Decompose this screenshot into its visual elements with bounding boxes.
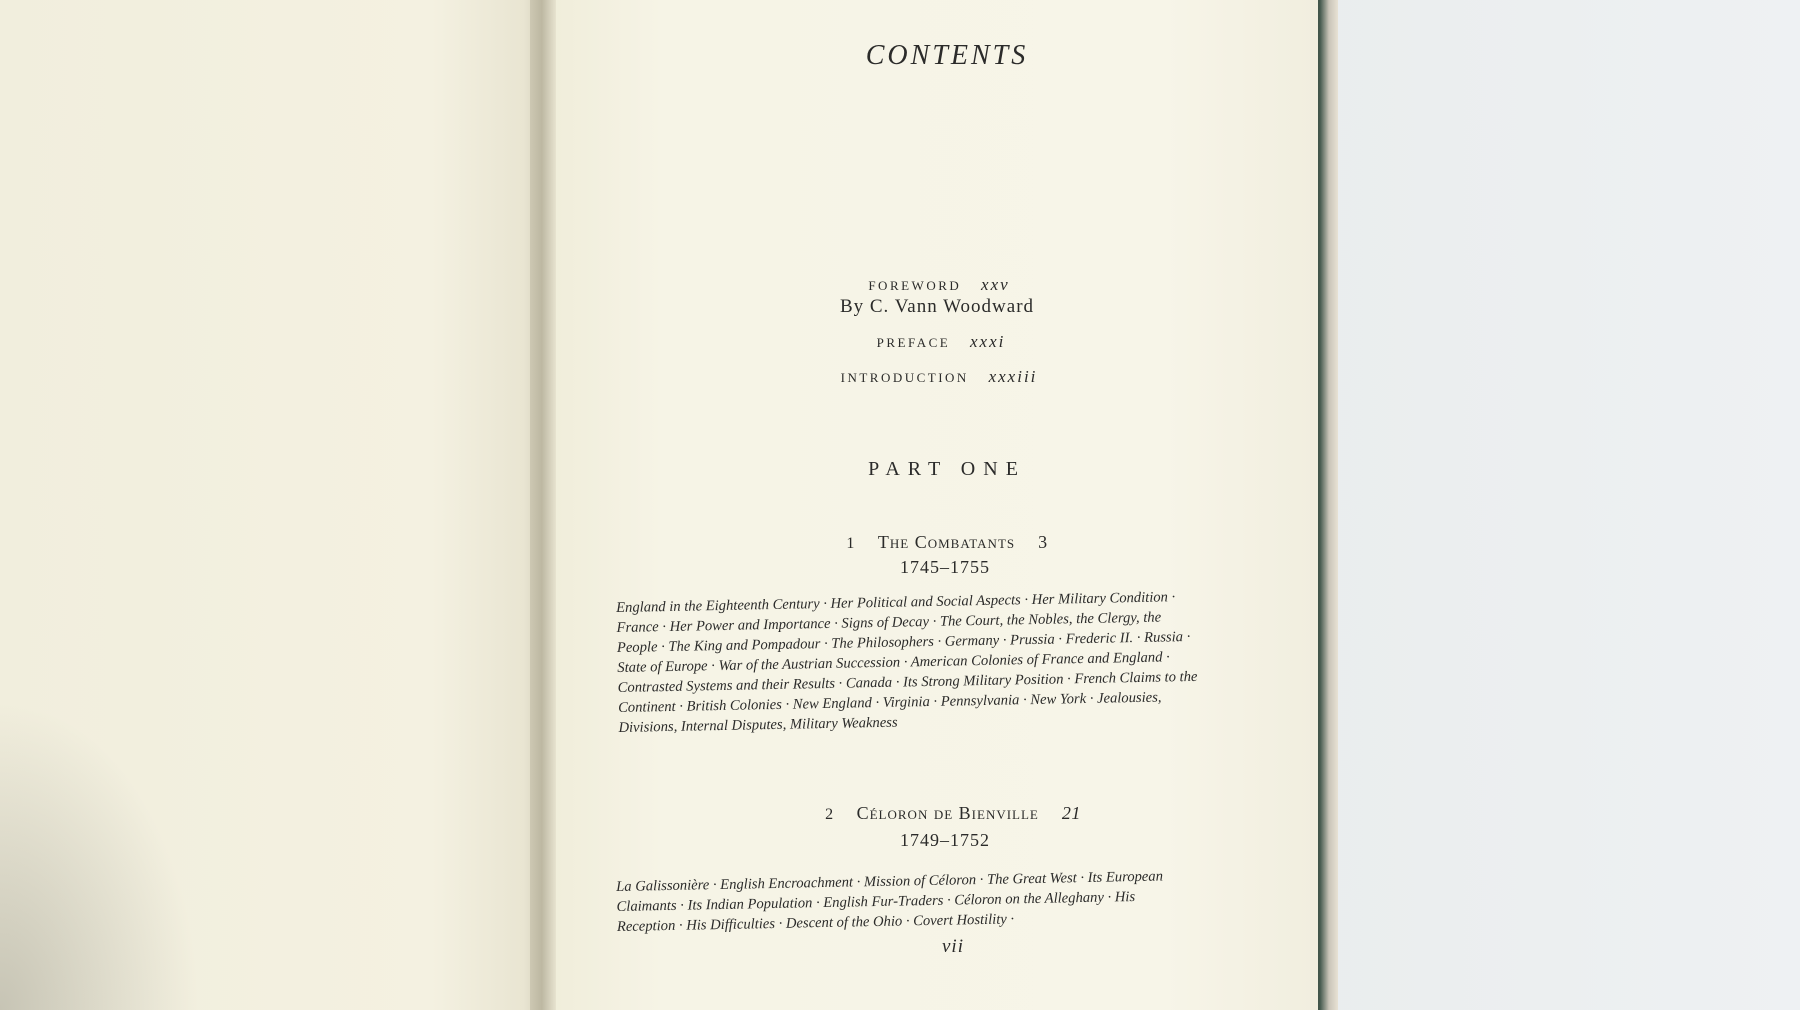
left-page-shadow — [0, 700, 200, 1010]
chapter-2-summary: La Galissonière · English Encroachment · Mission of Céloron · The Great West · Its European Claimants · Its Indian Population · English Fur-Traders · Céloron on the Alleghany · His Reception · His Difficulties · Descent of the Ohio · Covert Hostility · — [616, 868, 1164, 935]
contents-title: CONTENTS — [865, 40, 1029, 71]
part-heading: PART ONE — [868, 458, 1026, 480]
preface-label: PREFACE — [876, 335, 951, 350]
chapter-2-number: 2 — [825, 806, 834, 823]
chapter-1-heading — [562, 532, 1332, 553]
chapter-1-number: 1 — [846, 535, 855, 552]
preface-entry — [556, 332, 1326, 352]
foreword-entry — [554, 275, 1324, 295]
chapter-2-dates: 1749–1752 — [900, 830, 990, 850]
foreword-page: xxv — [981, 275, 1010, 294]
chapter-2-title: Céloron de Bienville — [856, 803, 1039, 823]
contents-page — [548, 0, 1318, 1010]
chapter-2-heading — [568, 803, 1338, 824]
introduction-entry — [554, 367, 1324, 387]
page-folio: vii — [942, 936, 964, 957]
chapter-1-summary: England in the Eighteenth Century · Her Political and Social Aspects · Her Military Condition · France · Her Power and Importance · Signs of Decay · The Court, the Nobles, the Clergy, the People · The King and Pompadour · The Philosophers · Germany · Prussia · Frederic II. · Russia · State of Europe · War of the Austrian Succession · American Colonies of France and England · Contrasted Systems and their Results · Canada · Its Strong Military Position · French Claims to the Continent · British Colonies · New England · Virginia · Pennsylvania · New York · Jealousies, Divisions, Internal Disputes, Military Weakness — [616, 589, 1198, 736]
introduction-label: INTRODUCTION — [840, 370, 969, 385]
foreword-label: FOREWORD — [868, 278, 962, 293]
foreword-byline: By C. Vann Woodward — [839, 296, 1035, 317]
chapter-1-dates: 1745–1755 — [900, 557, 990, 577]
preface-page: xxxi — [970, 332, 1006, 351]
chapter-1-title: The Combatants — [877, 532, 1016, 552]
introduction-page: xxxiii — [988, 367, 1038, 386]
chapter-2-page: 21 — [1061, 803, 1081, 823]
chapter-1-page: 3 — [1038, 532, 1048, 552]
